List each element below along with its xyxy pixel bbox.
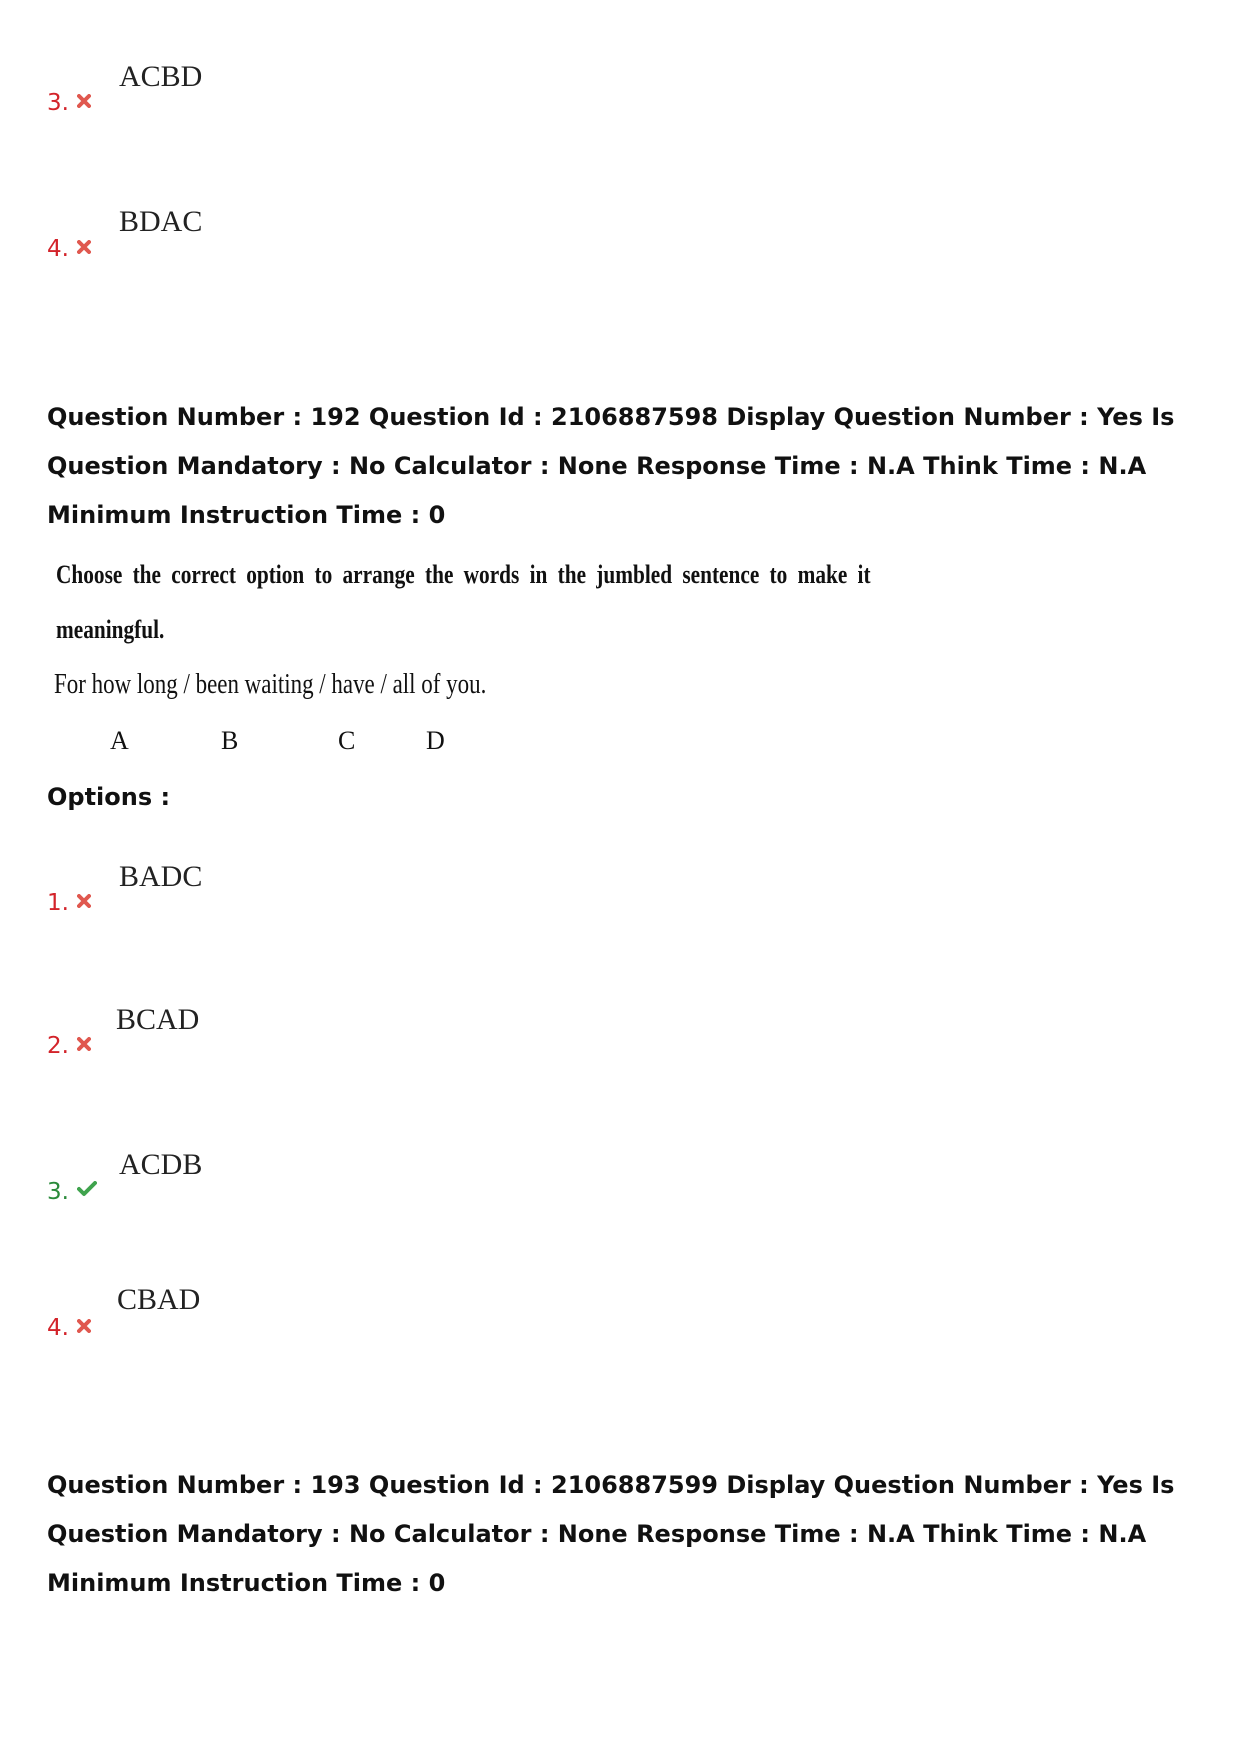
segment-label-a: A bbox=[110, 726, 129, 755]
cross-icon bbox=[77, 240, 91, 254]
cross-icon bbox=[77, 894, 91, 908]
option-number: 3. bbox=[47, 1179, 97, 1205]
segment-label-c: C bbox=[338, 726, 356, 755]
question-instruction-cont: meaningful. bbox=[56, 615, 165, 644]
option-number: 3. bbox=[47, 90, 91, 116]
jumbled-sentence: For how long / been waiting / have / all of you. bbox=[54, 669, 487, 700]
question-meta: Question Number : 193 Question Id : 2106887599 Display Question Number : Yes Is Question Mandatory : No Calculator : None Response Time : N.A Think Time : N.A Minimum Instruction Time : 0 bbox=[47, 1471, 1175, 1597]
segment-label-d: D bbox=[426, 726, 445, 755]
option-number: 4. bbox=[47, 236, 91, 262]
option-text: ACDB bbox=[119, 1148, 203, 1181]
option-number: 2. bbox=[47, 1033, 91, 1059]
cross-icon bbox=[77, 1319, 91, 1333]
cross-icon bbox=[77, 94, 91, 108]
segment-label-b: B bbox=[221, 726, 239, 755]
option-number: 1. bbox=[47, 890, 91, 916]
option-text: ACBD bbox=[119, 60, 203, 93]
option-text: BDAC bbox=[119, 205, 203, 238]
option-text: CBAD bbox=[117, 1283, 201, 1316]
check-icon bbox=[77, 1181, 97, 1197]
option-text: BCAD bbox=[116, 1003, 200, 1036]
option-number: 4. bbox=[47, 1315, 91, 1341]
question-meta: Question Number : 192 Question Id : 2106887598 Display Question Number : Yes Is Question Mandatory : No Calculator : None Response Time : N.A Think Time : N.A Minimum Instruction Time : 0 bbox=[47, 403, 1175, 529]
cross-icon bbox=[77, 1037, 91, 1051]
question-instruction: Choose the correct option to arrange the words in the jumbled sentence to make it bbox=[56, 560, 871, 589]
option-text: BADC bbox=[119, 860, 203, 893]
options-heading: Options : bbox=[47, 783, 171, 811]
